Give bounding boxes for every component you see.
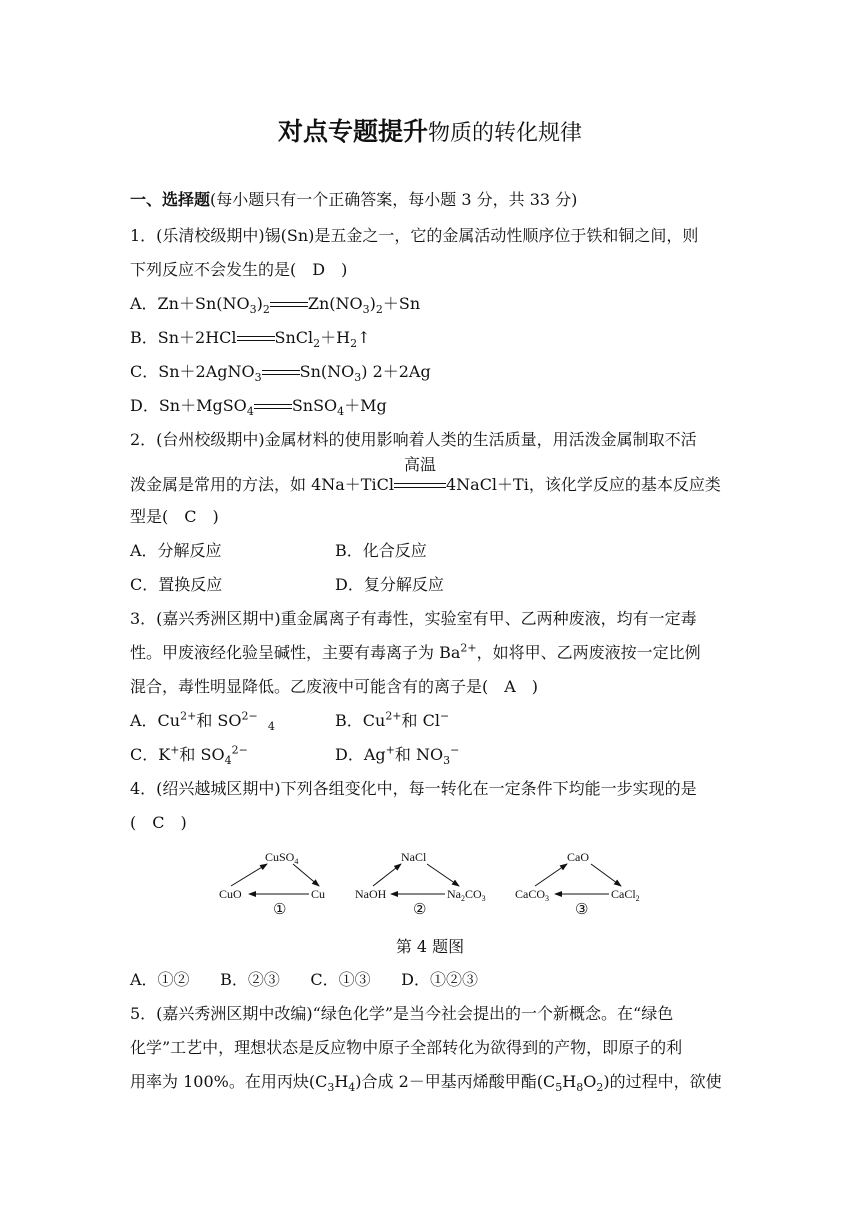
g3-right: CaCl$_2$ xyxy=(611,887,640,903)
q4-line1: 4．(绍兴越城区期中)下列各组变化中，每一转化在一定条件下均能一步实现的是 xyxy=(130,779,697,798)
g2-top: NaCl xyxy=(401,850,427,864)
q5-line3: 用率为 100%。在用丙炔$(C_3H_4)$合成 2－甲基丙烯酸甲酯$(C_5H_8O_2)$的过程中，欲使 xyxy=(130,1072,722,1095)
q4-options: A．①② B．②③ C．①③ D．①②③ xyxy=(130,970,478,989)
g3-top: CaO xyxy=(567,850,589,864)
g2-right: $Na_2CO_3$ xyxy=(447,887,486,903)
section-label: 一、选择题 xyxy=(130,190,211,209)
q3-options-row2: C．K+和 $SO_4^{2-}$ D．Ag+和 $NO_3^-$ xyxy=(130,743,460,768)
title-sub: 物质的转化规律 xyxy=(428,121,583,146)
q1-option-b: B．Sn＋2HCl $SnCl_2+H_2↑$ xyxy=(130,328,371,351)
q3-options-row1: A．$Cu^{2+}$和 $SO^{2-}$ $_4$ B．$Cu^{2+}$和 Cl− xyxy=(130,709,450,734)
g2-left: NaOH xyxy=(355,887,387,901)
equals-sign xyxy=(254,404,292,409)
q1-line1: 1．(乐清校级期中)锡(Sn)是五金之一，它的金属活动性顺序位于铁和铜之间，则 xyxy=(130,226,699,245)
diagram-group-2 xyxy=(355,850,486,918)
g1-top: CuSO$_4$ xyxy=(265,850,299,866)
g1-label: ① xyxy=(273,902,287,918)
q1-option-a: A．$Zn+Sn(NO_3)_2$ $Zn(NO_3)_2+Sn$ xyxy=(130,294,421,317)
diagram-group-1 xyxy=(219,850,325,918)
equals-sign xyxy=(262,370,300,375)
q5-line2: 化学”工艺中，理想状态是反应物中原子全部转化为欲得到的产物，即原子的利 xyxy=(130,1038,683,1057)
q1-line2: 下列反应不会发生的是( D ) xyxy=(130,260,348,279)
q2-line3: 型是( C ) xyxy=(130,507,219,526)
q3-line1: 3．(嘉兴秀洲区期中)重金属离子有毒性，实验室有甲、乙两种废液，均有一定毒 xyxy=(130,609,697,628)
section-note: (每小题只有一个正确答案，每小题 3 分，共 33 分) xyxy=(210,190,578,209)
diagram-group-3 xyxy=(515,850,640,918)
figure-caption: 第 4 题图 xyxy=(395,937,465,956)
g2-label: ② xyxy=(413,902,427,918)
g3-left: CaCO$_3$ xyxy=(515,887,549,903)
title-main: 对点专题提升 xyxy=(277,117,428,146)
section-heading xyxy=(130,190,577,210)
equals-sign xyxy=(237,336,275,341)
q5-line1: 5．(嘉兴秀洲区期中改编)“绿色化学”是当今社会提出的一个新概念。在“绿色 xyxy=(130,1004,674,1023)
page-title xyxy=(0,112,860,148)
equals-sign xyxy=(270,302,308,307)
q2-line1: 2．(台州校级期中)金属材料的使用影响着人类的生活质量，用活泼金属制取不活 xyxy=(130,430,697,449)
q3-line3: 混合，毒性明显降低。乙废液中可能含有的离子是( A ) xyxy=(130,677,539,696)
reaction-condition: 高温 xyxy=(394,475,446,495)
conversion-diagram xyxy=(215,848,655,920)
g1-right: Cu xyxy=(311,887,326,901)
q2-line2: 泼金属是常用的方法，如 4Na＋TiCl 高温 4NaCl＋Ti，该化学反应的基本反应类 xyxy=(130,455,721,494)
g3-label: ③ xyxy=(575,902,589,918)
q4-line2: ( C ) xyxy=(130,813,187,832)
g1-left: CuO xyxy=(219,887,242,901)
q1-option-c: C．Sn＋2AgNO$_3$ $Sn(NO_3)$ 2＋2Ag xyxy=(130,362,431,385)
q3-line2: 性。甲废液经化验呈碱性，主要有毒离子为 $Ba^{2+}$，如将甲、乙两废液按一定比例 xyxy=(130,641,701,662)
q2-options-row1: A．分解反应 B．化合反应 xyxy=(130,541,427,560)
q1-option-d: D．Sn＋MgSO$_4$ SnSO$_4$＋Mg xyxy=(130,396,387,419)
q2-options-row2: C．置换反应 D．复分解反应 xyxy=(130,575,444,594)
